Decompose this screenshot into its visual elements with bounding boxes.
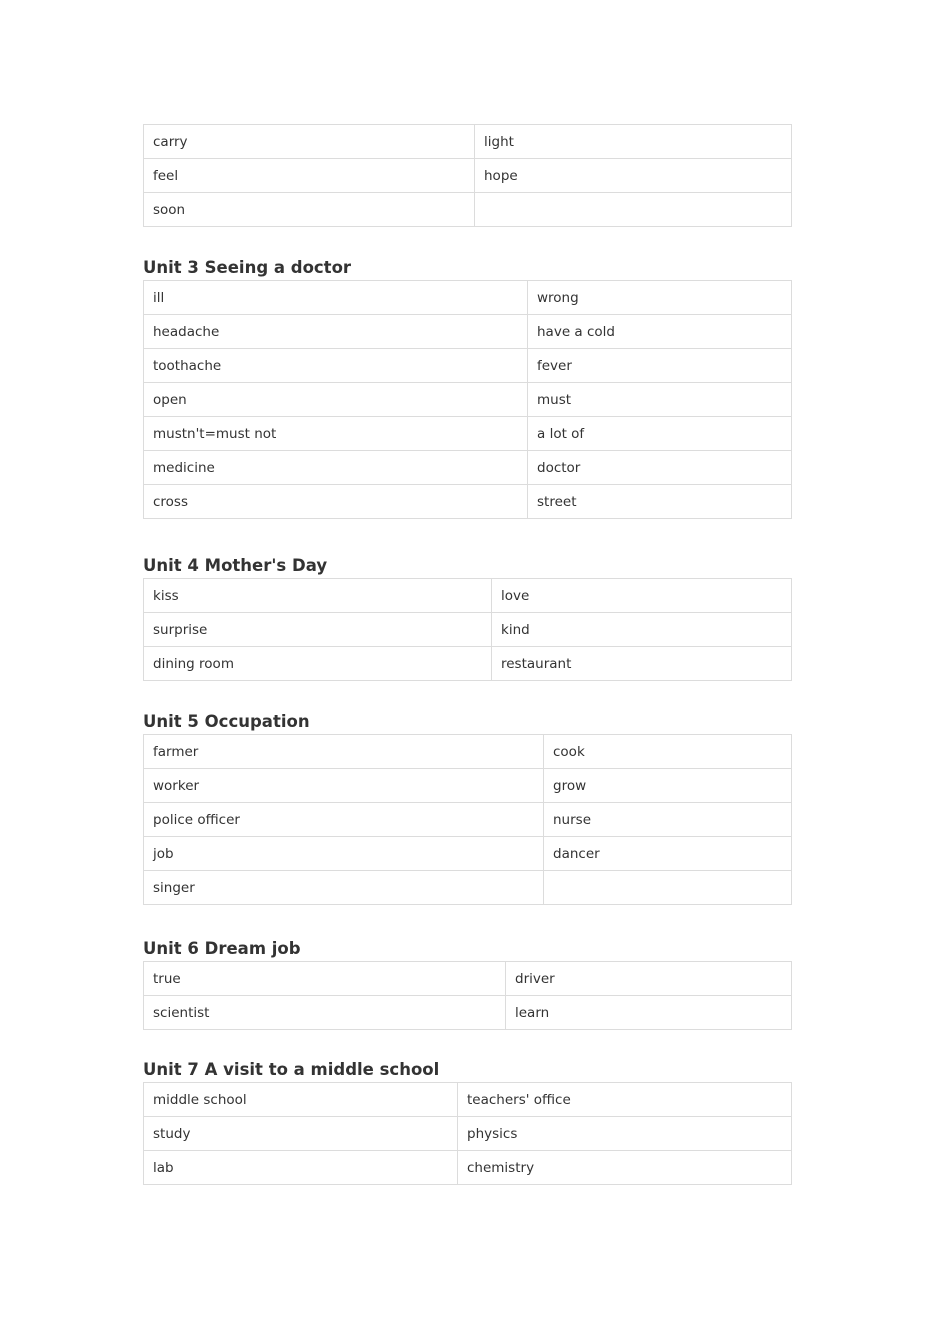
table-cell: fever — [528, 349, 792, 383]
table-row — [144, 996, 792, 1030]
table-cell: surprise — [144, 613, 492, 647]
vocab-table — [143, 961, 792, 1030]
table-cell: hope — [475, 159, 792, 193]
table-cell: lab — [144, 1151, 458, 1185]
table-row — [144, 769, 792, 803]
table-cell: grow — [544, 769, 792, 803]
table-cell: love — [492, 579, 792, 613]
table-cell: chemistry — [458, 1151, 792, 1185]
table-cell: mustn't=must not — [144, 417, 528, 451]
vocab-table — [143, 734, 792, 905]
table-cell: worker — [144, 769, 544, 803]
table-cell: feel — [144, 159, 475, 193]
table-row — [144, 159, 792, 193]
table-cell: farmer — [144, 735, 544, 769]
table-cell: middle school — [144, 1083, 458, 1117]
table-row — [144, 837, 792, 871]
table-cell: job — [144, 837, 544, 871]
table-cell: carry — [144, 125, 475, 159]
table-cell: a lot of — [528, 417, 792, 451]
table-cell: police officer — [144, 803, 544, 837]
table-cell: scientist — [144, 996, 506, 1030]
table-cell: learn — [506, 996, 792, 1030]
vocab-table — [143, 578, 792, 681]
table-cell — [475, 193, 792, 227]
table-row — [144, 349, 792, 383]
table-cell: kind — [492, 613, 792, 647]
vocab-table — [143, 124, 792, 227]
vocab-table — [143, 1082, 792, 1185]
table-cell: doctor — [528, 451, 792, 485]
vocab-table — [143, 280, 792, 519]
table-cell — [544, 871, 792, 905]
table-cell: restaurant — [492, 647, 792, 681]
table-cell: wrong — [528, 281, 792, 315]
table-row — [144, 417, 792, 451]
table-cell: cross — [144, 485, 528, 519]
table-cell: open — [144, 383, 528, 417]
table-cell: street — [528, 485, 792, 519]
table-cell: dining room — [144, 647, 492, 681]
table-row — [144, 193, 792, 227]
table-row — [144, 579, 792, 613]
table-cell: driver — [506, 962, 792, 996]
section-heading: Unit 5 Occupation — [143, 712, 310, 731]
table-cell: physics — [458, 1117, 792, 1151]
table-row — [144, 735, 792, 769]
table-row — [144, 1117, 792, 1151]
table-row — [144, 962, 792, 996]
table-cell: singer — [144, 871, 544, 905]
table-cell: nurse — [544, 803, 792, 837]
table-cell: teachers' office — [458, 1083, 792, 1117]
table-row — [144, 613, 792, 647]
table-row — [144, 1083, 792, 1117]
table-cell: dancer — [544, 837, 792, 871]
table-row — [144, 281, 792, 315]
table-cell: have a cold — [528, 315, 792, 349]
table-cell: must — [528, 383, 792, 417]
table-cell: medicine — [144, 451, 528, 485]
section-heading: Unit 7 A visit to a middle school — [143, 1060, 440, 1079]
table-row — [144, 451, 792, 485]
table-row — [144, 383, 792, 417]
section-heading: Unit 3 Seeing a doctor — [143, 258, 352, 277]
table-cell: headache — [144, 315, 528, 349]
table-cell: ill — [144, 281, 528, 315]
table-row — [144, 871, 792, 905]
table-cell: true — [144, 962, 506, 996]
table-cell: light — [475, 125, 792, 159]
table-cell: soon — [144, 193, 475, 227]
table-row — [144, 803, 792, 837]
table-cell: kiss — [144, 579, 492, 613]
section-heading: Unit 4 Mother's Day — [143, 556, 328, 575]
table-row — [144, 647, 792, 681]
section-heading: Unit 6 Dream job — [143, 939, 301, 958]
table-cell: study — [144, 1117, 458, 1151]
table-row — [144, 1151, 792, 1185]
table-row — [144, 485, 792, 519]
table-row — [144, 125, 792, 159]
table-row — [144, 315, 792, 349]
table-cell: toothache — [144, 349, 528, 383]
table-cell: cook — [544, 735, 792, 769]
